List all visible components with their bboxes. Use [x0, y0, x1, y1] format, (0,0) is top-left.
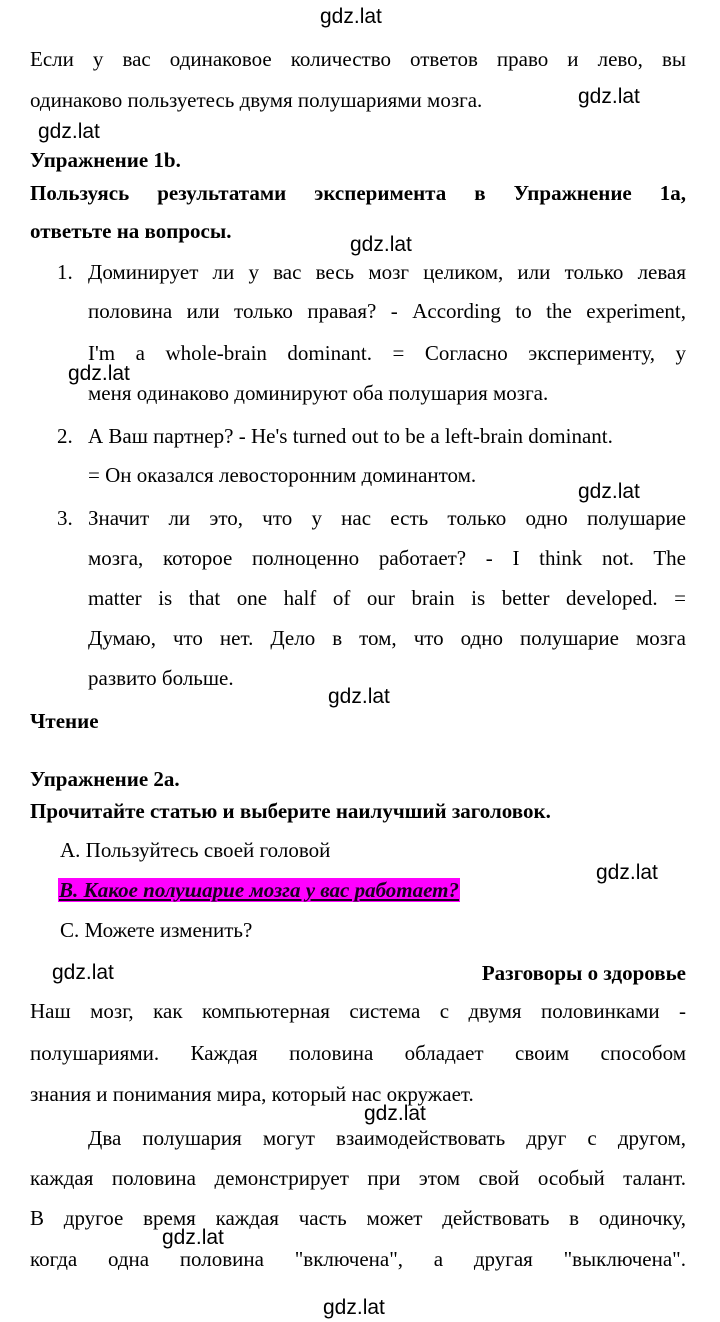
list-item-line: мозга, которое полноценно работает? - I think not. The [88, 546, 686, 570]
article-p2-line: каждая половина демонстрирует при этом свой особый талант. [30, 1166, 686, 1190]
list-item-line: = Он оказался левосторонним доминантом. [88, 463, 477, 487]
exercise-1b-instruction-line-1: Пользуясь результатами эксперимента в Упражнение 1а, [30, 181, 686, 205]
exercise-1b-instruction-line-2: ответьте на вопросы. [30, 219, 232, 243]
list-item-line: развито больше. [88, 666, 234, 690]
list-item-line: А Ваш партнер? - He's turned out to be a left-brain dominant. [88, 424, 613, 448]
highlighted-answer: B. Какое полушарие мозга у вас работает? [59, 878, 459, 902]
watermark: gdz.lat [68, 362, 130, 385]
watermark: gdz.lat [596, 861, 658, 884]
list-item-number: 2. [57, 424, 73, 448]
watermark: gdz.lat [350, 233, 412, 256]
list-item-line: Значит ли это, что у нас есть только одно полушарие [88, 506, 686, 530]
exercise-2a-instruction: Прочитайте статью и выберите наилучший заголовок. [30, 799, 551, 823]
watermark: gdz.lat [578, 85, 640, 108]
watermark: gdz.lat [320, 5, 382, 28]
watermark: gdz.lat [578, 480, 640, 503]
watermark: gdz.lat [328, 685, 390, 708]
article-p1-line: полушариями. Каждая половина обладает своим способом [30, 1041, 686, 1065]
watermark: gdz.lat [38, 120, 100, 143]
article-p2-line: когда одна половина "включена", а другая "выключена". [30, 1247, 686, 1271]
option-b-highlighted [58, 880, 460, 901]
option-a: А. Пользуйтесь своей головой [60, 838, 331, 862]
watermark: gdz.lat [162, 1226, 224, 1249]
article-p2-line: В другое время каждая часть может действовать в одиночку, [30, 1206, 686, 1230]
article-p1-line: знания и понимания мира, который нас окружает. [30, 1082, 474, 1106]
list-item-line: Доминирует ли у вас весь мозг целиком, или только левая [88, 260, 686, 284]
list-item-line: I'm a whole-brain dominant. = Согласно эксперименту, у [88, 341, 686, 365]
list-item-line: Думаю, что нет. Дело в том, что одно полушарие мозга [88, 626, 686, 650]
watermark: gdz.lat [364, 1102, 426, 1125]
list-item-line: половина или только правая? - According to the experiment, [88, 299, 686, 323]
watermark: gdz.lat [323, 1296, 385, 1319]
list-item-number: 1. [57, 260, 73, 284]
exercise-2a-heading: Упражнение 2а. [30, 767, 180, 791]
option-c: С. Можете изменить? [60, 918, 253, 942]
reading-heading: Чтение [30, 709, 99, 733]
list-item-line: меня одинаково доминируют оба полушария мозга. [88, 381, 549, 405]
article-p1-line: Наш мозг, как компьютерная система с двумя половинками - [30, 999, 686, 1023]
watermark: gdz.lat [52, 961, 114, 984]
intro-line-1: Если у вас одинаковое количество ответов право и лево, вы [30, 47, 686, 71]
intro-line-2: одинаково пользуетесь двумя полушариями мозга. [30, 88, 483, 112]
exercise-1b-heading: Упражнение 1b. [30, 148, 181, 172]
article-p2-line: Два полушария могут взаимодействовать друг с другом, [88, 1126, 686, 1150]
article-title: Разговоры о здоровье [481, 961, 686, 985]
list-item-number: 3. [57, 506, 73, 530]
list-item-line: matter is that one half of our brain is better developed. = [88, 586, 686, 610]
